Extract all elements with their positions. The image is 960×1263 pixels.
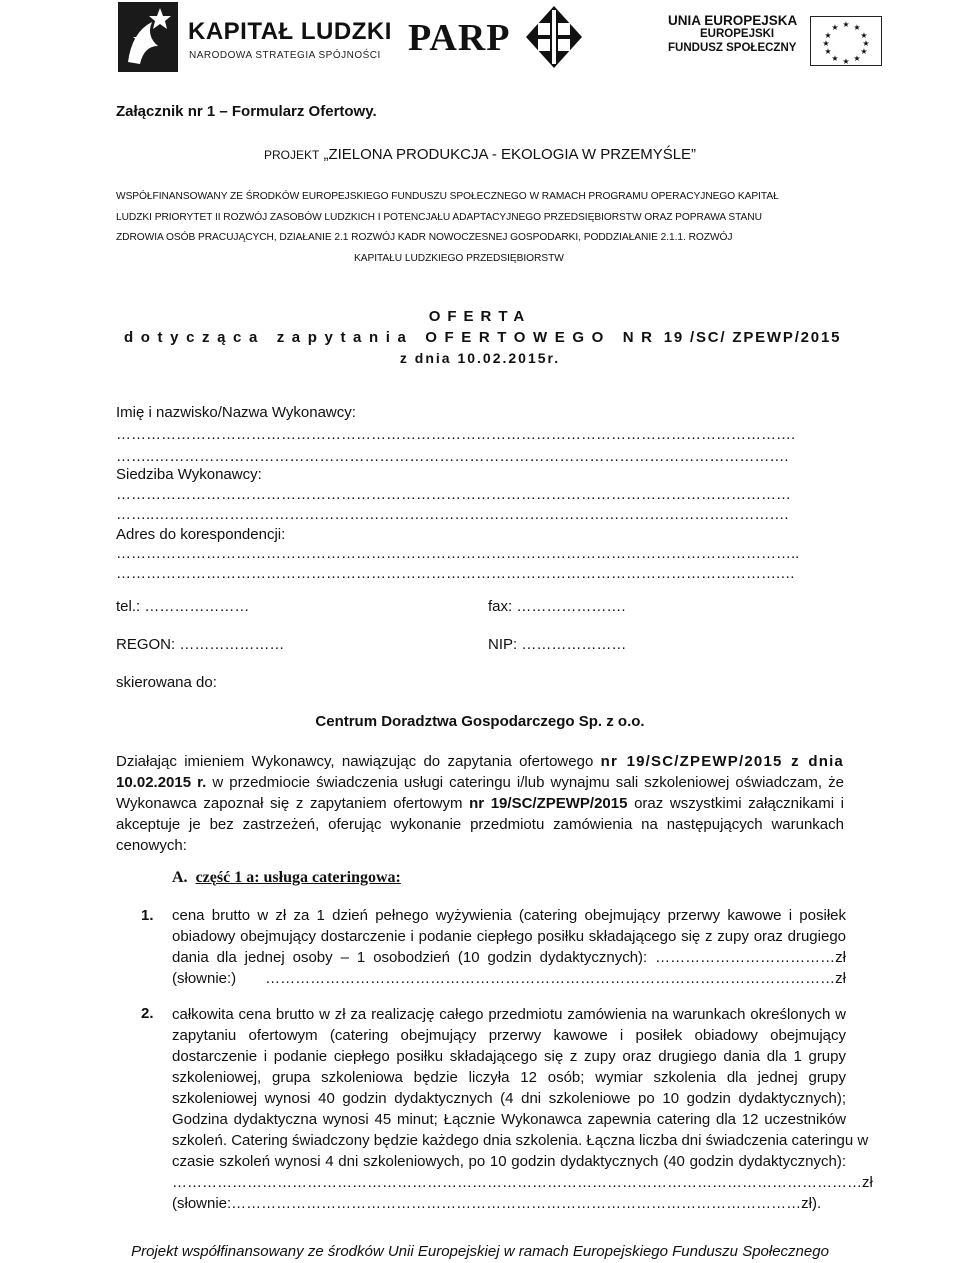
intro-line-3-tail: oraz wszystkimi załącznikami i [627,795,844,812]
kapital-ludzki-subtitle: NARODOWA STRATEGIA SPÓJNOŚCI [189,50,381,61]
item-2-line-5: szkoleniowej wynosi 40 godzin dydaktycznych (4 dni szkoleniowe po 10 godzin dydaktycznych); [172,1090,846,1107]
nip-field[interactable]: NIP: ………………… [488,636,627,653]
cofinancing-line-3: ZDROWIA OSÓB PRACUJĄCYCH, DZIAŁANIE 2.1 ROZWÓJ KADR NOWOCZESNEJ GOSPODARKI, PODDZIAŁANIE 2.1.1. ROZWÓJ [116,232,733,243]
intro-line-1 [116,751,844,772]
intro-line-3 [116,793,844,814]
contractor-seat-label: Siedziba Wykonawcy: [116,466,262,483]
item-1-text [172,905,846,989]
item-1-line-2: obiadowy obejmujący dostarczenie i podanie ciepłego posiłku składającego się z zupy oraz drugiego [172,928,846,945]
svg-text:★: ★ [860,31,868,40]
item-2-text [172,1004,873,1214]
intro-line-4: akceptuje je bez zastrzeżeń, oferując wykonanie przedmiotu zamówienia na następujących warunkach [116,816,844,833]
offer-concerning-text: dotycząca zapytania OFERTOWEGO NR [124,329,660,346]
contractor-name-field-1[interactable]: ………………………………………………………………………………………………………………………. [116,426,796,443]
svg-text:★: ★ [831,54,839,63]
cofinancing-line-4: KAPITAŁU LUDZKIEGO PRZEDSIĘBIORSTW [354,252,564,264]
correspondence-address-label: Adres do korespondencji: [116,526,286,543]
section-a-heading [172,869,401,887]
offer-concerning [124,329,841,346]
contractor-name-label: Imię i nazwisko/Nazwa Wykonawcy: [116,404,356,421]
contractor-seat-field-2[interactable]: ……..………………………………………………………………………………………………………………. [116,506,789,523]
intro-inquiry-number-2: nr 19/SC/ZPEWP/2015 [469,795,628,812]
item-2-line-10[interactable]: (słownie:……………………………………………………………………………………………………zł). [172,1195,822,1212]
svg-text:★: ★ [860,47,868,56]
section-a-letter: A. [172,869,188,886]
parp-wordmark: PARP [408,17,511,59]
item-2-line-9[interactable]: …………………………………………………………………………………………………………………………zł [172,1174,873,1191]
intro-inquiry-number: nr 19/SC/ZPEWP/2015 z dnia [600,753,844,770]
offer-number: 19 /SC/ ZPEWP/2015 [663,329,842,346]
cofinancing-line-2: LUDZKI PRIORYTET II ROZWÓJ ZASOBÓW LUDZKICH I POTENCJAŁU ADAPTACYJNEGO PRZEDSIĘBIORSTW ORAZ POPRAWA STANU [116,211,762,223]
item-2-line-1: całkowita cena brutto w zł za realizację całego przedmiotu zamówienia na warunkach określonych w [172,1006,846,1023]
eu-flag-icon [810,16,882,66]
project-prefix: PROJEKT [263,148,320,162]
item-2-line-2: zapytaniu ofertowym (catering obejmujący przerwy kawowe i posiłek obiadowy obejmujący [172,1027,846,1044]
annex-title: Załącznik nr 1 – Formularz Ofertowy. [116,103,377,120]
correspondence-address-field-1[interactable]: ……………………………………………………………………………………………………………………….. [116,545,800,562]
regon-field[interactable]: REGON: ………………… [116,636,285,653]
intro-line-2-text: w przedmiocie świadczenia usługi cateringu i/lub wynajmu sali szkoleniowej oświadczam, że [206,774,844,791]
offer-date: z dnia 10.02.2015r. [399,350,561,366]
section-a-title: część 1 a: usługa cateringowa: [195,869,401,886]
svg-text:★: ★ [842,57,850,66]
ue-efs-logo [668,14,878,70]
correspondence-address-field-2[interactable]: …………………………………………………………………………………………………………………….… [116,565,796,582]
item-2-line-6: Godzina dydaktyczna wynosi 45 minut; Łącznie Wykonawca zapewnia catering dla 12 uczestników [172,1111,846,1128]
offer-heading: OFERTA [428,308,532,325]
addressed-to-label: skierowana do: [116,674,217,691]
parp-logo [408,6,580,68]
item-2-line-4: szkoleniowej, grupa szkoleniowa będzie liczyła 12 osób; wymiar szkolenia dla jednej grupy [172,1069,846,1086]
item-2-line-8: czasie szkoleń wynosi 4 dni szkoleniowych, po 10 godzin dydaktycznych (40 godzin dydaktycznych): [172,1153,846,1170]
kapital-ludzki-emblem [118,2,178,72]
header-logos [0,0,960,100]
intro-paragraph [116,751,844,856]
ue-efs-text [668,14,797,55]
svg-text:★: ★ [842,20,850,29]
project-title [0,146,960,163]
fax-field[interactable]: fax: …………………. [488,598,626,615]
svg-text:★: ★ [822,39,830,48]
ue-line-3: FUNDUSZ SPOŁECZNY [668,42,797,54]
intro-line-3-text: Wykonawca zapoznał się z zapytaniem ofertowym [116,795,470,812]
svg-text:★: ★ [831,23,839,32]
contractor-name-field-2[interactable]: ……..………………………………………………………………………………………………………………. [116,448,789,465]
intro-line-2 [116,772,844,793]
item-2-line-3: dostarczenie i podanie ciepłego posiłku składającego się z zupy oraz drugiego dania dla 1 grupy [172,1048,846,1065]
tel-field[interactable]: tel.: ………………… [116,598,250,615]
cofinancing-statement [116,187,856,269]
ue-line-1: UNIA EUROPEJSKA [668,13,798,28]
item-1-number: 1. [141,907,154,924]
contractor-seat-field-1[interactable]: ……………………………………………………………………………………………………………………… [116,486,791,503]
page-footer: Projekt współfinansowany ze środków Unii Europejskiej w ramach Europejskiego Funduszu Społecznego [131,1243,829,1260]
item-1-line-3[interactable]: dania dla jednej osoby – 1 osobodzień (10 godzin dydaktycznych): ………………………………zł [172,949,846,966]
intro-line-1-text: Działając imieniem Wykonawcy, nawiązując do zapytania ofertowego [116,753,601,770]
item-1-line-4[interactable]: (słownie:) ……………………………………………………………………………………………………zł [172,970,846,987]
kapital-ludzki-title: KAPITAŁ LUDZKI [188,18,392,45]
ue-line-2: EUROPEJSKI [700,28,775,40]
cofinancing-line-1: WSPÓŁFINANSOWANY ZE ŚRODKÓW EUROPEJSKIEGO FUNDUSZU SPOŁECZNEGO W RAMACH PROGRAMU OPERACYJNEGO KAPITAŁ [116,191,779,202]
kapital-ludzki-logo [118,2,392,72]
item-2-number: 2. [141,1005,154,1022]
svg-text:★: ★ [853,54,861,63]
project-name: „ZIELONA PRODUKCJA - EKOLOGIA W PRZEMYŚLE” [323,146,697,163]
item-2-line-7: szkoleń. Catering świadczony będzie każdego dnia szkolenia. Łączna liczba dni świadczenia cateringu w [172,1132,869,1149]
intro-inquiry-date: 10.02.2015 r. [116,774,207,791]
intro-line-5: cenowych: [116,837,187,854]
parp-mark-icon [526,6,582,68]
recipient-name: Centrum Doradztwa Gospodarczego Sp. z o.o. [315,713,645,730]
svg-text:★: ★ [824,31,832,40]
item-1-line-1: cena brutto w zł za 1 dzień pełnego wyżywienia (catering obejmujący przerwy kawowe i posiłek [172,907,846,924]
svg-text:★: ★ [862,39,870,48]
svg-text:★: ★ [853,23,861,32]
svg-text:★: ★ [824,47,832,56]
